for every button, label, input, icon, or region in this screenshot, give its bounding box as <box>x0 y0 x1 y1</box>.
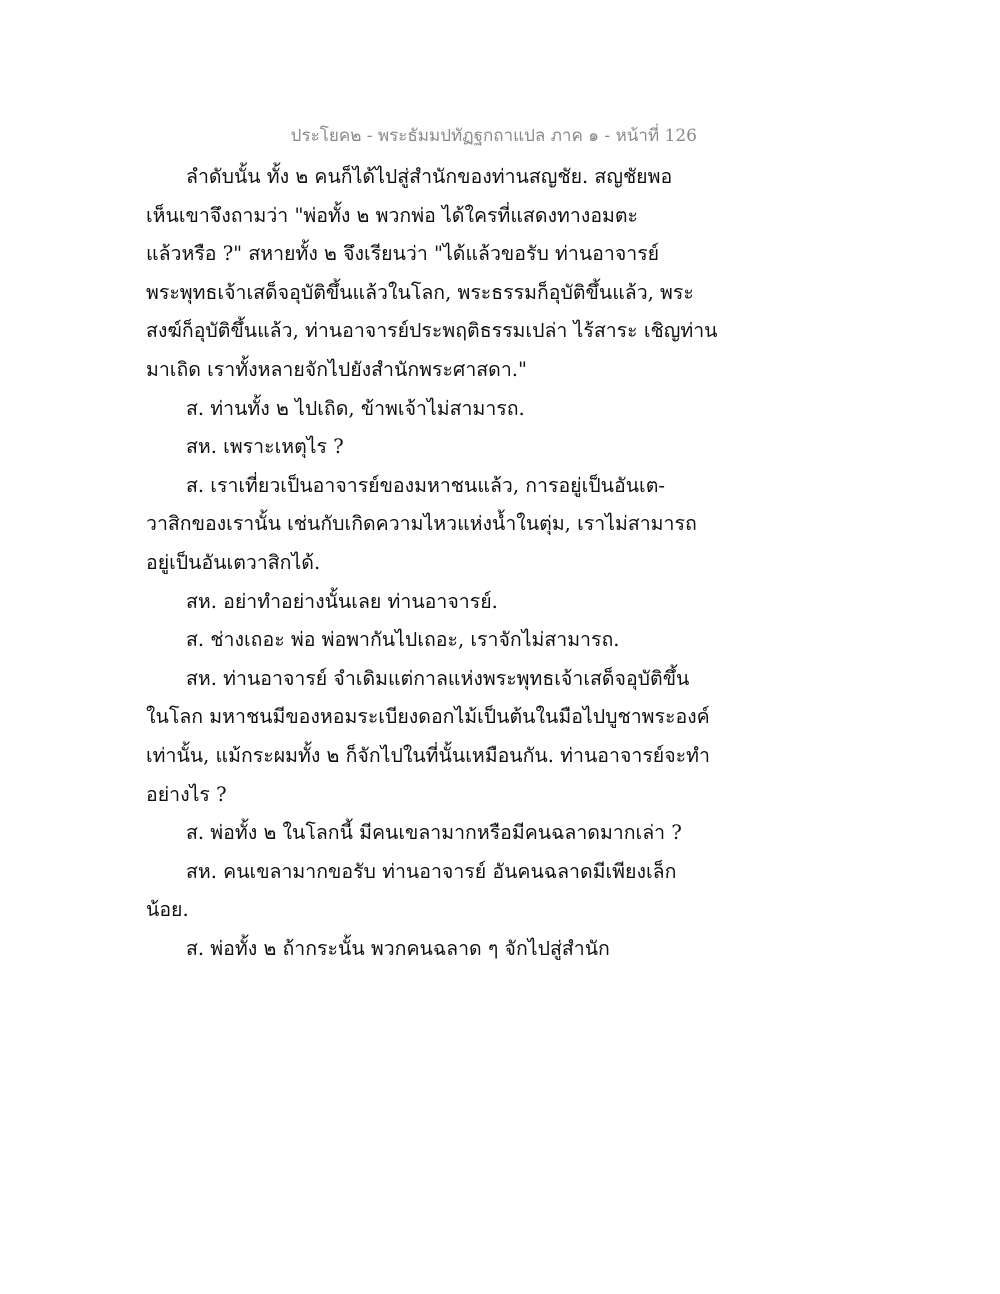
body-text <box>146 158 718 968</box>
text-line: ส. เราเที่ยวเป็นอาจารย์ของมหาชนแล้ว, การอยู่เป็นอันเต- <box>186 473 665 497</box>
text-line: อยู่เป็นอันเตวาสิกได้. <box>146 550 321 574</box>
text-line: พระพุทธเจ้าเสด็จอุบัติขึ้นแล้วในโลก, พระธรรมก็อุบัติขึ้นแล้ว, พระ <box>146 280 694 304</box>
text-line: สห. เพราะเหตุไร ? <box>186 435 344 459</box>
text-line: สห. คนเขลามากขอรับ ท่านอาจารย์ อันคนฉลาดมีเพียงเล็ก <box>186 859 677 883</box>
text-line: ส. พ่อทั้ง ๒ ถ้ากระนั้น พวกคนฉลาด ๆ จักไปสู่สำนัก <box>186 936 610 960</box>
text-line: ในโลก มหาชนมีของหอมระเบียงดอกไม้เป็นต้นในมือไปบูชาพระองค์ <box>146 705 710 729</box>
text-line: ส. ท่านทั้ง ๒ ไปเถิด, ข้าพเจ้าไม่สามารถ. <box>186 396 525 420</box>
text-line: สห. อย่าทำอย่างนั้นเลย ท่านอาจารย์. <box>186 589 498 613</box>
text-line: เห็นเขาจึงถามว่า "พ่อทั้ง ๒ พวกพ่อ ได้ใครที่แสดงทางอมตะ <box>146 203 639 227</box>
text-line: ส. ช่างเถอะ พ่อ พ่อพากันไปเถอะ, เราจักไม่สามารถ. <box>186 628 620 652</box>
text-line: แล้วหรือ ?" สหายทั้ง ๒ จึงเรียนว่า "ได้แล้วขอรับ ท่านอาจารย์ <box>146 242 660 266</box>
text-line: ลำดับนั้น ทั้ง ๒ คนก็ได้ไปสู่สำนักของท่านสญชัย. สญชัยพอ <box>186 165 673 188</box>
text-line: ส. พ่อทั้ง ๒ ในโลกนี้ มีคนเขลามากหรือมีคนฉลาดมากเล่า ? <box>186 821 682 845</box>
text-line: อย่างไร ? <box>146 782 227 806</box>
text-line: สงฆ์ก็อุบัติขึ้นแล้ว, ท่านอาจารย์ประพฤติธรรมเปล่า ไร้สาระ เชิญท่าน <box>146 319 718 343</box>
text-line: มาเถิด เราทั้งหลายจักไปยังสำนักพระศาสดา." <box>146 357 527 381</box>
text-line: น้อย. <box>146 898 189 922</box>
running-header: ประโยค๒ - พระธัมมปทัฏฐกถาแปล ภาค ๑ - หน้าที่ 126 <box>290 126 697 146</box>
text-line: สห. ท่านอาจารย์ จำเดิมแต่กาลแห่งพระพุทธเจ้าเสด็จอุบัติขึ้น <box>186 666 690 690</box>
text-line: วาสิกของเรานั้น เช่นกับเกิดความไหวแห่งน้ำในตุ่ม, เราไม่สามารถ <box>146 512 697 536</box>
text-line: เท่านั้น, แม้กระผมทั้ง ๒ ก็จักไปในที่นั้นเหมือนกัน. ท่านอาจารย์จะทำ <box>146 743 710 767</box>
